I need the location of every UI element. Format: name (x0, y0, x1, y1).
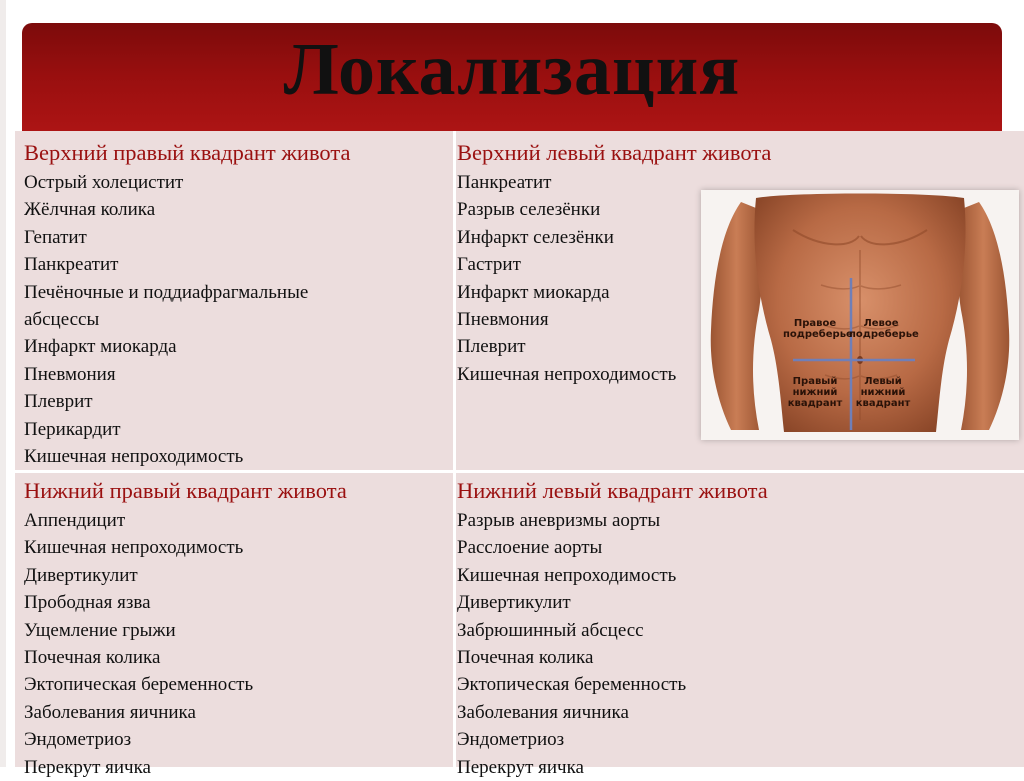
column-divider (453, 131, 456, 767)
upper-right-list (24, 169, 449, 470)
condition-item: Перекрут яичка (24, 756, 151, 778)
lower-left-list (457, 507, 1017, 781)
condition-item: Инфаркт селезёнки (457, 226, 614, 248)
condition-item: Пневмония (24, 363, 116, 385)
condition-item: Кишечная непроходимость (24, 446, 244, 468)
condition-item: Почечная колика (457, 647, 594, 669)
condition-item: Кишечная непроходимость (457, 564, 677, 586)
upper-left-heading: Верхний левый квадрант живота (457, 140, 772, 165)
label-right-hypochondrium: Правое подреберье (783, 318, 853, 340)
condition-item: Эндометриоз (457, 729, 565, 751)
condition-item: Панкреатит (457, 172, 552, 193)
condition-item: Острый холецистит (24, 172, 184, 193)
condition-item: Забрюшинный абсцесс (457, 619, 644, 641)
condition-item: Заболевания яичника (457, 701, 629, 723)
condition-item: Эктопическая беременность (24, 674, 254, 696)
condition-item: Плеврит (24, 391, 93, 413)
upper-right-heading: Верхний правый квадрант живота (24, 140, 351, 165)
condition-item: Заболевания яичника (24, 701, 196, 723)
condition-item: Почечная колика (24, 647, 161, 669)
condition-item: Разрыв селезёнки (457, 199, 601, 221)
condition-item: Расслоение аорты (457, 537, 603, 559)
label-left-lower-quadrant: Левый нижний квадрант (855, 376, 911, 409)
abdomen-quadrant-image (701, 190, 1019, 440)
condition-item: Кишечная непроходимость (24, 537, 244, 559)
label-right-lower-quadrant: Правый нижний квадрант (787, 376, 843, 409)
condition-item: Дивертикулит (457, 592, 571, 614)
condition-item: Жёлчная колика (24, 199, 156, 221)
condition-item: Эндометриоз (24, 729, 132, 751)
condition-item: Печёночные и поддиафрагмальные абсцессы (24, 281, 309, 331)
lower-left-quadrant-cell (457, 477, 1017, 781)
condition-item: Эктопическая беременность (457, 674, 687, 696)
condition-item: Кишечная непроходимость (457, 363, 677, 385)
condition-item: Инфаркт миокарда (457, 281, 610, 303)
lower-right-heading: Нижний правый квадрант живота (24, 478, 347, 503)
slide-edge (0, 0, 6, 767)
label-left-hypochondrium: Левое подреберье (849, 318, 919, 340)
condition-item: Пневмония (457, 309, 549, 331)
lower-right-list (24, 507, 449, 781)
condition-item: Аппендицит (24, 510, 126, 531)
condition-item: Гастрит (457, 254, 521, 276)
condition-item: Разрыв аневризмы аорты (457, 510, 661, 531)
condition-item: Панкреатит (24, 254, 119, 276)
lower-left-heading: Нижний левый квадрант живота (457, 478, 768, 503)
upper-right-quadrant-cell (24, 139, 449, 470)
condition-item: Инфаркт миокарда (24, 336, 177, 358)
condition-item: Ущемление грыжи (24, 619, 176, 641)
condition-item: Гепатит (24, 226, 87, 248)
condition-item: Плеврит (457, 336, 526, 358)
condition-item: Перекрут яичка (457, 756, 584, 778)
slide-title: Локализация (283, 29, 741, 111)
lower-right-quadrant-cell (24, 477, 449, 781)
condition-item: Дивертикулит (24, 564, 138, 586)
condition-item: Перикардит (24, 418, 121, 440)
condition-item: Прободная язва (24, 592, 151, 614)
